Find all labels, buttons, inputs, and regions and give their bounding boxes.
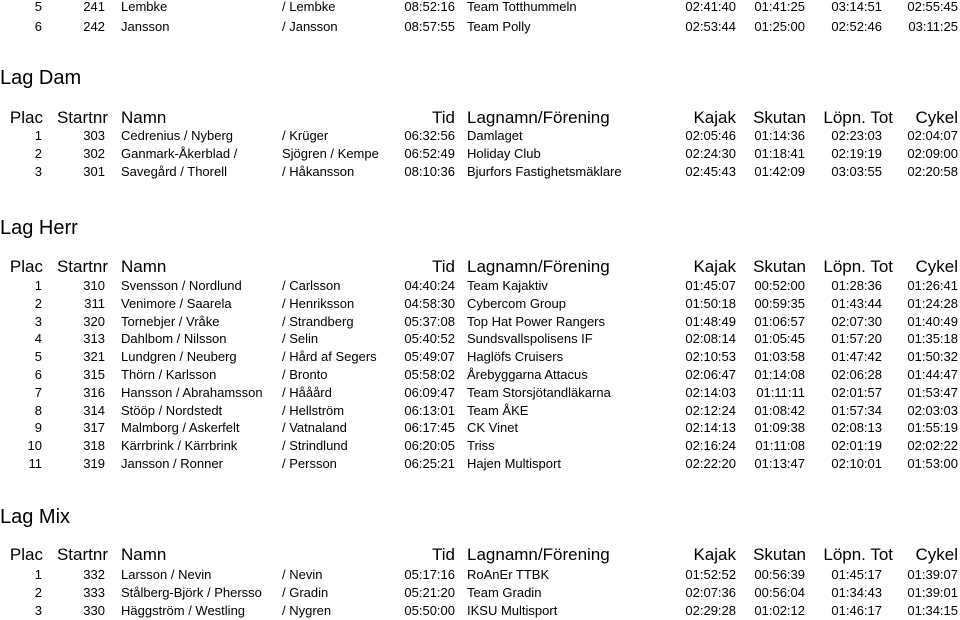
cell-n2: / Carlsson (282, 278, 341, 293)
cell-plac: 2 (34, 146, 42, 161)
header-namn: Namn (121, 545, 167, 564)
cell-cykel: 01:53:47 (907, 384, 958, 400)
cell-n1: Svensson / Nordlund (121, 278, 242, 293)
cell-n1: Larsson / Nevin (121, 567, 212, 582)
cell-plac: 3 (34, 164, 42, 179)
cell-n2: / Bronto (282, 367, 328, 382)
header-lopn: Löpn. Tot (823, 545, 893, 564)
cell-tid: 04:40:24 (404, 278, 455, 293)
cell-lag: CK Vinet (467, 420, 519, 436)
cell-n2: / Hård af Segers (282, 349, 377, 365)
cell-n1: Lembke (121, 0, 168, 14)
cell-n2: / Jansson (282, 19, 338, 34)
cell-n1: Kärrbrink / Kärrbrink (121, 438, 238, 454)
cell-n2: / Nygren (282, 603, 332, 618)
table-row (0, 366, 960, 384)
header-skutan: Skutan (753, 108, 806, 127)
cell-lopn: 02:23:03 (831, 128, 882, 143)
cell-lag: Damlaget (467, 128, 523, 143)
cell-lag: Top Hat Power Rangers (467, 313, 606, 329)
cell-start: 316 (83, 384, 105, 400)
table-row (0, 419, 960, 437)
cell-skutan: 01:41:25 (754, 0, 805, 14)
cell-plac: 10 (27, 438, 42, 454)
cell-n2: / Gradin (282, 585, 329, 600)
cell-start: 311 (84, 295, 105, 311)
cell-n1: Ganmark-Åkerblad / (121, 146, 238, 161)
cell-start: 321 (83, 349, 105, 365)
cell-kajak: 02:24:30 (685, 146, 736, 161)
cell-kajak: 02:07:36 (685, 585, 736, 600)
cell-start: 314 (83, 402, 105, 418)
cell-skutan: 01:05:45 (754, 331, 805, 347)
table-row (0, 277, 960, 295)
cell-cykel: 01:50:32 (907, 349, 958, 365)
cell-plac: 2 (34, 295, 42, 311)
cell-lopn: 01:28:36 (831, 278, 882, 293)
cell-plac: 7 (34, 384, 42, 400)
cell-lopn: 01:47:42 (831, 349, 882, 365)
cell-plac: 3 (34, 313, 42, 329)
cell-lag: RoAnEr TTBK (467, 567, 550, 582)
cell-tid: 05:58:02 (404, 367, 455, 382)
table-row (0, 163, 960, 181)
cell-tid: 08:10:36 (404, 164, 455, 179)
cell-lag: Triss (467, 438, 495, 454)
cell-tid: 05:17:16 (404, 567, 455, 582)
header-skutan: Skutan (753, 545, 806, 564)
cell-skutan: 01:18:41 (754, 146, 805, 161)
cell-lag: Team Storsjötandläkarna (467, 384, 611, 400)
cell-cykel: 02:20:58 (907, 164, 958, 179)
cell-lag: Cybercom Group (467, 295, 566, 311)
header-plac: Plac (9, 257, 43, 276)
cell-lopn: 03:14:51 (831, 0, 882, 14)
cell-n2: / Strandberg (282, 313, 354, 329)
section-title-mix: Lag Mix (0, 506, 71, 528)
header-cykel: Cykel (915, 108, 958, 127)
cell-n2: / Krüger (282, 128, 329, 143)
cell-cykel: 01:44:47 (907, 367, 958, 382)
cell-start: 242 (83, 19, 105, 34)
header-startnr: Startnr (56, 545, 108, 564)
cell-lopn: 02:07:30 (831, 313, 882, 329)
cell-plac: 6 (34, 19, 42, 34)
header-tid: Tid (432, 545, 455, 564)
cell-kajak: 01:50:18 (685, 295, 736, 311)
cell-lopn: 03:03:55 (831, 164, 882, 179)
cell-skutan: 00:56:04 (754, 585, 805, 600)
section-title-dam: Lag Dam (0, 67, 82, 89)
cell-n2: / Vatnaland (282, 420, 347, 436)
cell-tid: 06:32:56 (404, 128, 455, 143)
cell-plac: 1 (34, 128, 42, 143)
cell-start: 330 (83, 603, 105, 618)
cell-tid: 05:49:07 (404, 349, 455, 365)
cell-plac: 8 (34, 402, 42, 418)
cell-cykel: 02:04:07 (907, 128, 958, 143)
cell-n2: / Hååård (282, 384, 332, 400)
cell-tid: 06:13:01 (404, 402, 455, 418)
cell-n2: / Hellström (282, 402, 345, 418)
cell-cykel: 01:40:49 (907, 313, 958, 329)
table-row (0, 18, 960, 36)
table-row (0, 313, 960, 331)
cell-skutan: 01:09:38 (754, 420, 805, 436)
table-row (0, 384, 960, 402)
cell-skutan: 01:11:08 (755, 438, 805, 454)
header-startnr: Startnr (56, 108, 108, 127)
cell-plac: 5 (34, 349, 42, 365)
cell-n1: Savegård / Thorell (121, 164, 227, 179)
cell-n1: Venimore / Saarela (121, 295, 232, 311)
cell-cykel: 01:26:41 (907, 278, 958, 293)
header-lopn: Löpn. Tot (823, 257, 893, 276)
table-header (0, 255, 960, 279)
table-row (0, 602, 960, 620)
header-tid: Tid (432, 108, 455, 127)
header-plac: Plac (9, 545, 43, 564)
cell-kajak: 02:05:46 (685, 128, 736, 143)
cell-lopn: 02:52:46 (831, 19, 882, 34)
header-lag: Lagnamn/Förening (467, 108, 610, 127)
cell-cykel: 01:39:01 (907, 585, 958, 600)
cell-tid: 08:52:16 (404, 0, 455, 14)
cell-kajak: 02:06:47 (685, 367, 736, 382)
cell-n1: Dahlbom / Nilsson (121, 331, 227, 347)
cell-kajak: 02:41:40 (685, 0, 736, 14)
table-row (0, 402, 960, 420)
cell-kajak: 02:22:20 (685, 456, 736, 471)
cell-cykel: 01:39:07 (907, 567, 958, 582)
cell-lag: Bjurfors Fastighetsmäklare (467, 164, 622, 179)
cell-plac: 4 (34, 331, 42, 347)
cell-plac: 9 (34, 420, 42, 436)
cell-skutan: 01:11:11 (756, 384, 805, 400)
header-lag: Lagnamn/Förening (467, 257, 610, 276)
cell-tid: 05:40:52 (404, 331, 455, 347)
header-tid: Tid (432, 257, 455, 276)
cell-skutan: 01:08:42 (754, 402, 805, 418)
header-kajak: Kajak (693, 108, 736, 127)
cell-lag: Holiday Club (467, 146, 541, 161)
cell-plac: 11 (28, 456, 42, 471)
cell-plac: 3 (34, 603, 42, 618)
table-row (0, 348, 960, 366)
cell-n1: Jansson / Ronner (121, 456, 223, 471)
cell-lag: Hajen Multisport (467, 456, 561, 471)
cell-n1: Hansson / Abrahamsson (121, 384, 263, 400)
cell-lopn: 01:57:20 (831, 331, 882, 347)
table-row (0, 295, 960, 313)
cell-lag: Sundsvallspolisens IF (467, 331, 593, 347)
cell-lopn: 02:06:28 (831, 367, 882, 382)
cell-n2: / Strindlund (282, 438, 348, 454)
cell-plac: 1 (34, 278, 42, 293)
cell-skutan: 01:06:57 (754, 313, 805, 329)
cell-lopn: 01:34:43 (831, 585, 882, 600)
cell-kajak: 02:29:28 (685, 603, 736, 618)
cell-n1: Malmborg / Askerfelt (121, 420, 240, 436)
cell-n1: Jansson (121, 19, 170, 34)
table-header (0, 543, 960, 567)
cell-tid: 06:09:47 (404, 384, 455, 400)
cell-kajak: 01:52:52 (685, 567, 736, 582)
cell-start: 320 (83, 313, 105, 329)
cell-kajak: 01:45:07 (685, 278, 736, 293)
cell-cykel: 02:03:03 (907, 402, 958, 418)
header-cykel: Cykel (915, 545, 958, 564)
cell-start: 319 (83, 456, 105, 471)
cell-n1: Häggström / Westling (121, 603, 246, 618)
cell-lopn: 01:45:17 (831, 567, 882, 582)
cell-n1: Cedrenius / Nyberg (121, 128, 233, 143)
table-row (0, 437, 960, 455)
cell-plac: 1 (34, 567, 42, 582)
header-lag: Lagnamn/Förening (467, 545, 610, 564)
cell-skutan: 01:13:47 (754, 456, 805, 471)
cell-n2: / Håkansson (282, 164, 355, 179)
cell-plac: 5 (34, 0, 42, 14)
cell-skutan: 01:42:09 (754, 164, 805, 179)
cell-lag: Haglöfs Cruisers (467, 349, 564, 365)
section-title-herr: Lag Herr (0, 217, 78, 239)
cell-lag: Team Polly (467, 19, 531, 34)
cell-skutan: 00:52:00 (754, 278, 805, 293)
cell-start: 315 (83, 367, 105, 382)
cell-cykel: 01:35:18 (907, 331, 958, 347)
cell-plac: 2 (34, 585, 42, 600)
cell-tid: 06:17:45 (404, 420, 455, 436)
cell-start: 313 (83, 331, 105, 347)
header-kajak: Kajak (693, 545, 736, 564)
cell-kajak: 02:10:53 (685, 349, 736, 365)
cell-cykel: 02:02:22 (907, 438, 958, 454)
header-cykel: Cykel (915, 257, 958, 276)
cell-lopn: 02:10:01 (831, 456, 882, 471)
header-startnr: Startnr (56, 257, 108, 276)
cell-skutan: 01:03:58 (754, 349, 805, 365)
cell-n2: / Lembke (282, 0, 336, 14)
cell-lag: Team Gradin (467, 585, 542, 600)
cell-n1: Tornebjer / Vråke (121, 313, 220, 329)
cell-n1: Lundgren / Neuberg (121, 349, 237, 365)
cell-start: 241 (83, 0, 105, 14)
table-row (0, 127, 960, 145)
cell-tid: 05:37:08 (404, 313, 455, 329)
cell-skutan: 00:56:39 (754, 567, 805, 582)
cell-cykel: 02:55:45 (907, 0, 958, 14)
cell-skutan: 01:25:00 (754, 19, 805, 34)
cell-n2: / Nevin (282, 567, 323, 582)
cell-start: 301 (83, 164, 105, 179)
header-kajak: Kajak (693, 257, 736, 276)
cell-cykel: 01:24:28 (907, 295, 958, 311)
cell-n1: Stålberg-Björk / Phersso (121, 585, 262, 600)
cell-kajak: 02:14:13 (685, 420, 736, 436)
cell-n2: Sjögren / Kempe (282, 146, 379, 161)
cell-lopn: 01:46:17 (831, 603, 882, 618)
cell-start: 302 (83, 146, 105, 161)
cell-start: 303 (83, 128, 105, 143)
header-skutan: Skutan (753, 257, 806, 276)
cell-kajak: 02:08:14 (685, 331, 736, 347)
cell-tid: 05:50:00 (404, 603, 455, 618)
cell-lag: Team Kajaktiv (467, 278, 548, 293)
cell-start: 318 (83, 438, 105, 454)
cell-skutan: 01:14:08 (754, 367, 805, 382)
cell-lopn: 01:57:34 (831, 402, 882, 418)
cell-kajak: 02:45:43 (685, 164, 736, 179)
table-row (0, 330, 960, 348)
cell-kajak: 02:16:24 (685, 438, 736, 454)
cell-n1: Stööp / Nordstedt (121, 402, 223, 418)
table-row (0, 566, 960, 584)
cell-n2: / Persson (282, 456, 337, 471)
table-row (0, 0, 960, 16)
table-row (0, 145, 960, 163)
cell-lopn: 02:08:13 (831, 420, 882, 436)
cell-tid: 06:20:05 (404, 438, 455, 454)
cell-lopn: 02:19:19 (831, 146, 882, 161)
cell-cykel: 01:34:15 (907, 603, 958, 618)
cell-tid: 04:58:30 (404, 295, 455, 311)
header-plac: Plac (9, 108, 43, 127)
cell-n1: Thörn / Karlsson (121, 367, 217, 382)
cell-cykel: 02:09:00 (907, 146, 958, 161)
cell-start: 317 (83, 420, 105, 436)
cell-start: 310 (83, 278, 105, 293)
cell-cykel: 01:55:19 (907, 420, 958, 436)
cell-kajak: 02:12:24 (685, 402, 736, 418)
cell-start: 332 (83, 567, 105, 582)
cell-tid: 06:25:21 (404, 456, 455, 471)
table-row (0, 455, 960, 473)
cell-kajak: 02:14:03 (685, 384, 736, 400)
cell-plac: 6 (34, 367, 42, 382)
cell-lag: Årebyggarna Attacus (467, 367, 588, 382)
cell-lopn: 02:01:57 (831, 384, 882, 400)
cell-kajak: 01:48:49 (685, 313, 736, 329)
cell-lag: IKSU Multisport (467, 603, 558, 618)
cell-kajak: 02:53:44 (685, 19, 736, 34)
cell-start: 333 (83, 585, 105, 600)
cell-lopn: 01:43:44 (831, 295, 882, 311)
table-row (0, 584, 960, 602)
cell-skutan: 01:14:36 (754, 128, 805, 143)
cell-cykel: 03:11:25 (908, 19, 958, 34)
cell-skutan: 00:59:35 (754, 295, 805, 311)
cell-n2: / Henriksson (282, 295, 355, 311)
cell-cykel: 01:53:00 (907, 456, 958, 471)
cell-lag: Team ÅKE (467, 402, 529, 418)
cell-lag: Team Totthummeln (467, 0, 577, 14)
cell-tid: 08:57:55 (404, 19, 455, 34)
header-namn: Namn (121, 108, 167, 127)
cell-tid: 05:21:20 (404, 585, 455, 600)
header-lopn: Löpn. Tot (823, 108, 893, 127)
cell-tid: 06:52:49 (404, 146, 455, 161)
cell-skutan: 01:02:12 (754, 603, 805, 618)
cell-n2: / Selin (282, 331, 319, 347)
header-namn: Namn (121, 257, 167, 276)
cell-lopn: 02:01:19 (831, 438, 882, 454)
